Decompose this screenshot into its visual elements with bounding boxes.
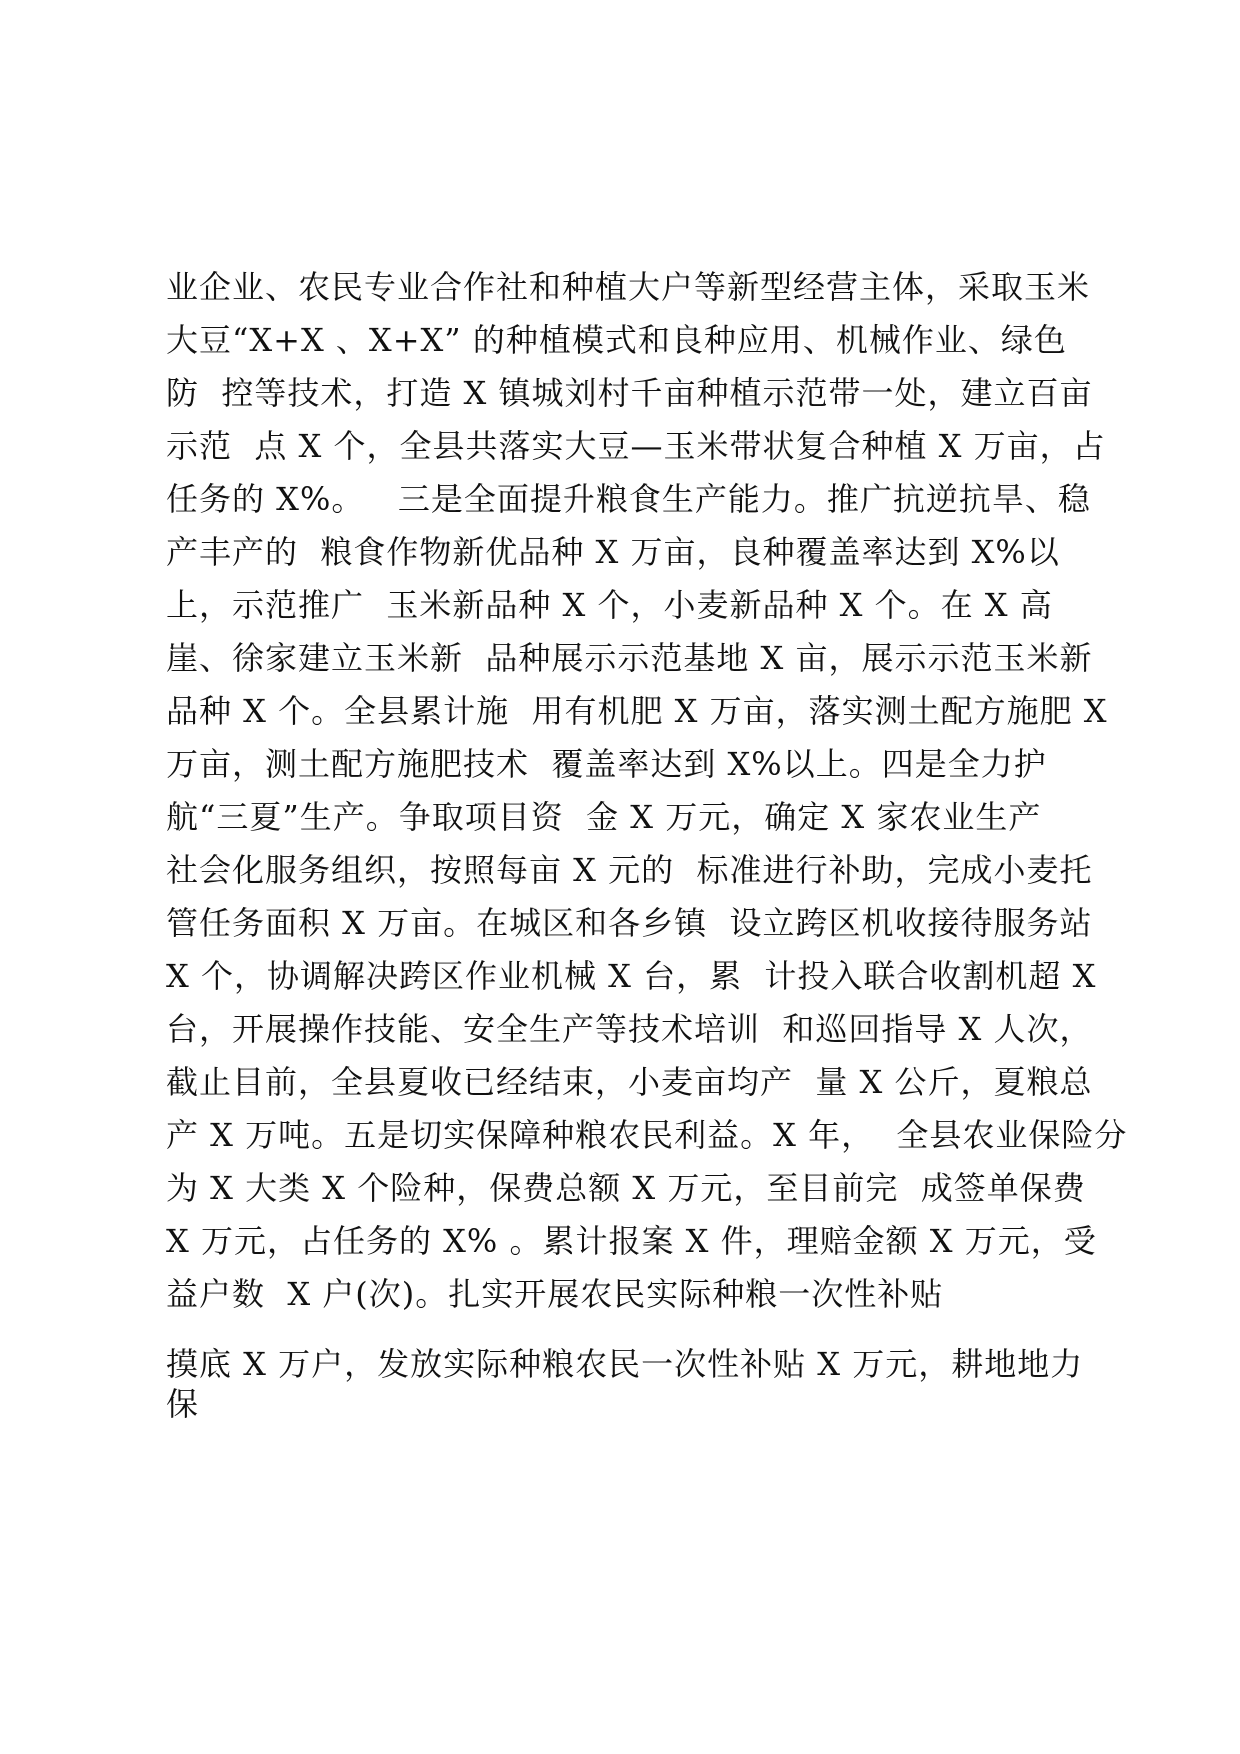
body-text-line: 管任务面积 X 万亩。在城区和各乡镇 设立跨区机收接待服务站 <box>166 904 1093 942</box>
body-text-line: 防 控等技术，打造 X 镇城刘村千亩种植示范带一处，建立百亩 <box>166 374 1093 412</box>
body-text-line: 大豆“X+X 、X+X” 的种植模式和良种应用、机械作业、绿色 <box>166 321 1067 359</box>
body-text-line: 社会化服务组织，按照每亩 X 元的 标准进行补助，完成小麦托 <box>166 851 1093 889</box>
body-text-line: 崖、徐家建立玉米新 品种展示示范基地 X 亩，展示示范玉米新 <box>166 639 1093 677</box>
body-text-line: 产 X 万吨。五是切实保障种粮农民利益。X 年， 全县农业保险分 <box>166 1116 1128 1154</box>
body-text-line: X 个，协调解决跨区作业机械 X 台，累 计投入联合收割机超 X <box>166 957 1097 995</box>
body-text-line: 万亩，测土配方施肥技术 覆盖率达到 X%以上。四是全力护 <box>166 745 1047 783</box>
body-text-line: 台，开展操作技能、安全生产等技术培训 和巡回指导 X 人次， <box>166 1010 1093 1048</box>
body-text-line: 保 <box>166 1385 200 1423</box>
body-text-line: 上，示范推广 玉米新品种 X 个，小麦新品种 X 个。在 X 高 <box>166 586 1053 624</box>
body-text-line: 任务的 X%。 三是全面提升粮食生产能力。推广抗逆抗旱、稳 <box>166 480 1091 518</box>
body-text-line: 品种 X 个。全县累计施 用有机肥 X 万亩，落实测土配方施肥 X <box>166 692 1108 730</box>
body-text-line: 摸底 X 万户，发放实际种粮农民一次性补贴 X 万元，耕地地力 <box>166 1345 1084 1383</box>
body-text-line: X 万元，占任务的 X% 。累计报案 X 件，理赔金额 X 万元，受 <box>166 1222 1097 1260</box>
body-text-line: 航“三夏”生产。争取项目资 金 X 万元，确定 X 家农业生产 <box>166 798 1042 836</box>
body-text-line: 示范 点 X 个，全县共落实大豆—玉米带状复合种植 X 万亩，占 <box>166 427 1106 465</box>
body-text-line: 业企业、农民专业合作社和种植大户等新型经营主体，采取玉米 <box>166 268 1091 306</box>
body-text-line: 益户数 X 户(次)。扎实开展农民实际种粮一次性补贴 <box>166 1275 944 1313</box>
body-text-line: 产丰产的 粮食作物新优品种 X 万亩，良种覆盖率达到 X%以 <box>166 533 1060 571</box>
body-text-line: 为 X 大类 X 个险种，保费总额 X 万元，至目前完 成签单保费 <box>166 1169 1086 1207</box>
body-text-line: 截止目前，全县夏收已经结束，小麦亩均产 量 X 公斤，夏粮总 <box>166 1063 1093 1101</box>
